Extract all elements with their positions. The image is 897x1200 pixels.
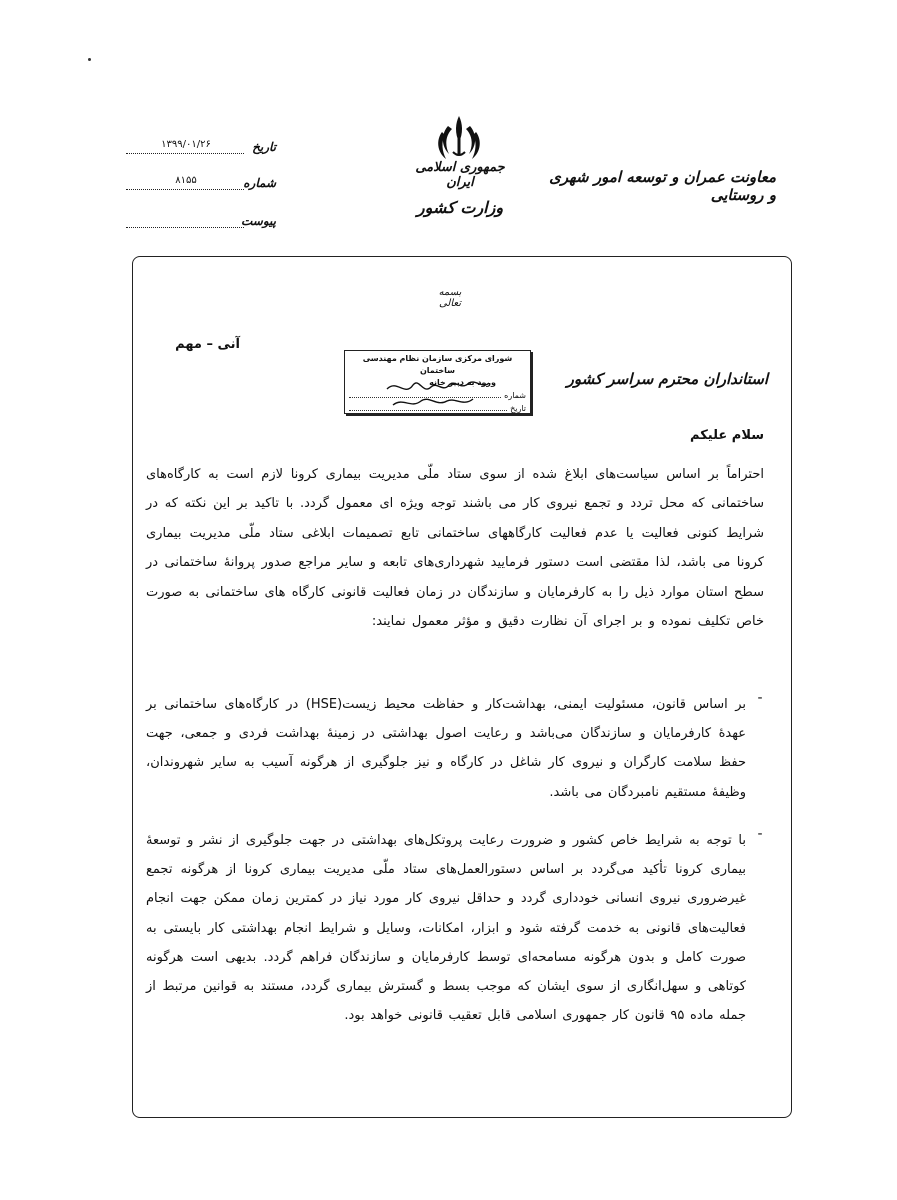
republic-title: جمهوری اسلامی ایران — [415, 160, 505, 190]
number-field — [126, 176, 276, 196]
greeting: سلام علیکم — [690, 428, 764, 443]
addressee: استانداران محترم سراسر کشور — [566, 370, 768, 388]
stamp-org: شورای مرکزی سازمان نظام مهندسی ساختمان — [362, 354, 513, 375]
bullet-dash-1: - — [757, 690, 763, 706]
bullet-item-2: با توجه به شرایط خاص کشور و ضرورت رعایت پروتکل‌های بهداشتی در جهت جلوگیری از نشر و توسعهٔ بیماری کرونا تأکید می‌گردد بر اساس دستورالعمل‌های ستاد ملّی مدیریت بیماری کرونا از هرگونه تجمع غیرضروری نیروی انسانی خودداری گردد و حداقل نیروی کار مورد نیاز در کمترین زمان ممکن جهت انجام فعالیت‌های قانونی به خدمت گرفته شود و ابزار، امکانات، وسایل و شرایط انجام بهداشتی کار بایستی به صورت کامل و بدون هرگونه مسامحه‌ای توسط کارفرمایان و سازندگان فراهم گردد. بدیهی است هرگونه کوتاهی و سهل‌انگاری از سوی ایشان که موجب بسط و گسترش بیماری گردد، مستند به قوانین مرتبط از جمله ماده ۹۵ قانون کار جمهوری اسلامی قابل تعقیب قانونی خواهد بود. — [146, 833, 746, 1024]
date-value: ۱۳۹۹/۰۱/۲۶ — [161, 139, 211, 150]
urgency-label: آنی – مهم — [175, 337, 240, 352]
stamp-entry: ورود به دبیر خانه — [429, 378, 496, 387]
handwritten-annotation-icon — [383, 375, 493, 411]
attachment-field — [126, 214, 276, 234]
ministry-title: وزارت کشور — [416, 198, 504, 217]
stamp-date-label: تاریخ — [510, 404, 526, 413]
deputy-title: معاونت عمران و توسعه امور شهری و روستایی — [549, 168, 776, 204]
number-value: ۸۱۵۵ — [175, 175, 197, 186]
scan-speck — [88, 58, 91, 61]
date-line — [126, 153, 244, 154]
bullet-item-1: بر اساس قانون، مسئولیت ایمنی، بهداشت‌کار و حفاظت محیط زیست(HSE) در کارگاه‌های ساختمانی بر عهدهٔ کارفرمایان و سازندگان می‌باشد و رعایت اصول بهداشتی در زمینهٔ بهداشت فردی و جمعی، جهت حفظ سلامت کارگران و نیروی کار شاغل در کارگاه و نیز جلوگیری از هرگونه آسیب به سایر شهروندان، وظیفهٔ مستقیم نامبردگان می باشد. — [146, 697, 746, 800]
number-line — [126, 189, 244, 190]
attachment-line — [126, 227, 244, 228]
receipt-stamp — [344, 350, 531, 414]
number-label: شماره — [243, 176, 276, 190]
bullet-dash-2: - — [757, 826, 763, 842]
date-field — [126, 140, 276, 160]
attachment-label: پیوست — [241, 214, 276, 228]
date-label: تاریخ — [252, 140, 276, 154]
basmala: بسمه تعالی — [438, 287, 462, 309]
intro-paragraph: احتراماً بر اساس سیاست‌های ابلاغ شده از سوی ستاد ملّی مدیریت بیماری کرونا لازم است به کارگاه‌های ساختمانی که محل تردد و تجمع نیروی کار می باشند توجه ویژه ای معمول گردد. با تاکید بر این نکته که در شرایط کنونی فعالیت یا عدم فعالیت کارگاههای ساختمانی تابع تصمیمات ابلاغی ستاد ملّی مدیریت بیماری کرونا می باشد، لذا مقتضی است دستور فرمایید شهرداری‌های تابعه و سایر مراجع صدور پروانهٔ ساختمانی در سطح استان موارد ذیل را به کارفرمایان و سازندگان در زمان فعالیت قانونی کارگاه های ساختمانی به صورت خاص تکلیف نموده و بر اجرای آن نظارت دقیق و مؤثر معمول نمایند: — [146, 467, 764, 630]
stamp-number-label: شماره — [504, 391, 526, 400]
